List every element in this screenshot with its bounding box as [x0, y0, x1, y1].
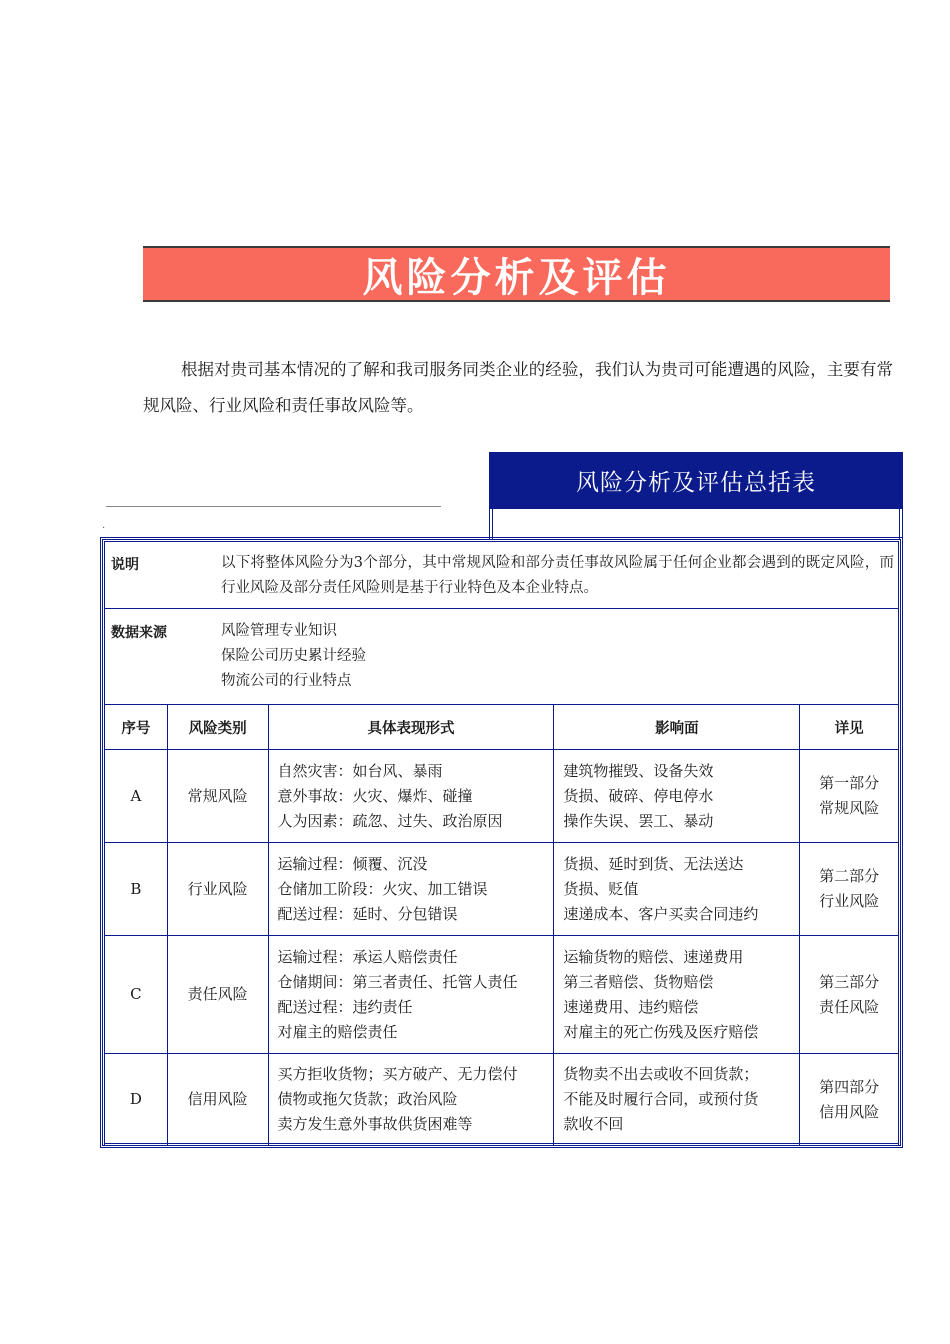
table-row [105, 936, 899, 1054]
ref-line: 第三部分 [819, 972, 880, 991]
impact-line: 对雇主的死亡伤残及医疗赔偿 [563, 1022, 759, 1041]
source-list [221, 619, 894, 694]
form-line: 运输过程：承运人赔偿责任 [277, 947, 458, 966]
risk-forms [268, 843, 554, 936]
risk-impact [554, 843, 800, 936]
ref-line: 常规风险 [819, 799, 880, 817]
form-line: 配送过程：延时、分包错误 [277, 904, 458, 923]
ref-line: 第一部分 [819, 774, 880, 792]
impact-line: 速递成本、客户买卖合同违约 [563, 904, 759, 923]
form-line: 债物或拖欠货款；政治风险 [277, 1090, 458, 1108]
header-cell: 影响面 [554, 705, 800, 750]
impact-line: 不能及时履行合同，或预付货 [563, 1090, 759, 1108]
header-cell: 风险类别 [167, 705, 268, 750]
impact-line: 建筑物摧毁、设备失效 [563, 761, 714, 780]
divider-line [106, 506, 441, 507]
form-line: 配送过程：违约责任 [277, 997, 413, 1016]
impact-line: 货物卖不出去或收不回货款； [563, 1065, 759, 1083]
risk-type: 责任风险 [167, 936, 268, 1054]
source-item: 保险公司历史累计经验 [221, 648, 366, 664]
header-cell: 序号 [105, 705, 168, 750]
impact-line: 货损、破碎、停电停水 [563, 786, 714, 805]
row-id: B [105, 843, 168, 936]
source-item: 物流公司的行业特点 [221, 673, 352, 689]
form-line: 人为因素：疏忽、过失、政治原因 [277, 811, 503, 830]
form-line: 意外事故：火灾、爆炸、碰撞 [277, 786, 473, 805]
risk-reference [800, 1054, 899, 1146]
risk-reference [800, 750, 899, 843]
form-line: 自然灾害：如台风、暴雨 [277, 761, 443, 780]
header-cell: 详见 [800, 705, 899, 750]
table-row [105, 750, 899, 843]
risk-reference [800, 843, 899, 936]
risk-reference [800, 936, 899, 1054]
ref-line: 第二部分 [819, 867, 880, 885]
ref-line: 信用风险 [819, 1102, 880, 1121]
note-section [106, 551, 896, 606]
note-text: 以下将整体风险分为3个部分，其中常规风险和部分责任事故风险属于任何企业都会遇到的既定风险，而行业风险及部分责任风险则是基于行业特色及本企业特点。 [221, 555, 894, 596]
form-line: 仓储加工阶段：火灾、加工错误 [277, 879, 488, 898]
impact-line: 速递费用、违约赔偿 [563, 997, 699, 1016]
intro-paragraph: 根据对贵司基本情况的了解和我司服务同类企业的经验，我们认为贵司可能遭遇的风险，主要有常规风险、行业风险和责任事故风险等。 [143, 360, 893, 415]
impact-line: 第三者赔偿、货物赔偿 [563, 972, 714, 991]
table-row [105, 843, 899, 936]
risk-impact [554, 936, 800, 1054]
dot-mark: . [102, 520, 106, 531]
ref-line: 责任风险 [819, 997, 880, 1016]
page-title-banner [143, 246, 890, 302]
risk-table [104, 704, 899, 1146]
source-label: 数据来源 [111, 625, 167, 641]
form-line: 仓储期间：第三者责任、托管人责任 [277, 972, 518, 991]
risk-impact [554, 750, 800, 843]
table-header-row [105, 705, 899, 750]
form-line: 买方拒收货物；买方破产、无力偿付 [277, 1065, 518, 1083]
row-id: C [105, 936, 168, 1054]
risk-forms [268, 1054, 554, 1146]
header-cell: 具体表现形式 [268, 705, 554, 750]
summary-title-subframe [489, 509, 903, 539]
risk-type: 行业风险 [167, 843, 268, 936]
risk-forms [268, 936, 554, 1054]
source-item: 风险管理专业知识 [221, 623, 337, 639]
risk-impact [554, 1054, 800, 1146]
impact-line: 操作失误、罢工、暴动 [563, 811, 714, 830]
note-label: 说明 [111, 557, 139, 573]
page-title: 风险分析及评估 [362, 254, 671, 301]
table-row [105, 1054, 899, 1146]
impact-line: 货损、延时到货、无法送达 [563, 854, 744, 873]
ref-line: 行业风险 [819, 892, 880, 910]
summary-title: 风险分析及评估总括表 [576, 470, 816, 496]
risk-forms [268, 750, 554, 843]
form-line: 运输过程：倾覆、沉没 [277, 854, 428, 873]
row-id: A [105, 750, 168, 843]
risk-type: 常规风险 [167, 750, 268, 843]
impact-line: 运输货物的赔偿、速递费用 [563, 947, 744, 966]
risk-type: 信用风险 [167, 1054, 268, 1146]
section-separator [104, 608, 899, 609]
summary-title-box [489, 452, 903, 509]
impact-line: 款收不回 [563, 1115, 624, 1133]
form-line: 卖方发生意外事故供货困难等 [277, 1115, 473, 1133]
source-section [106, 619, 896, 694]
impact-line: 货损、贬值 [563, 879, 639, 898]
ref-line: 第四部分 [819, 1077, 880, 1096]
form-line: 对雇主的赔偿责任 [277, 1022, 398, 1041]
row-id: D [105, 1054, 168, 1146]
